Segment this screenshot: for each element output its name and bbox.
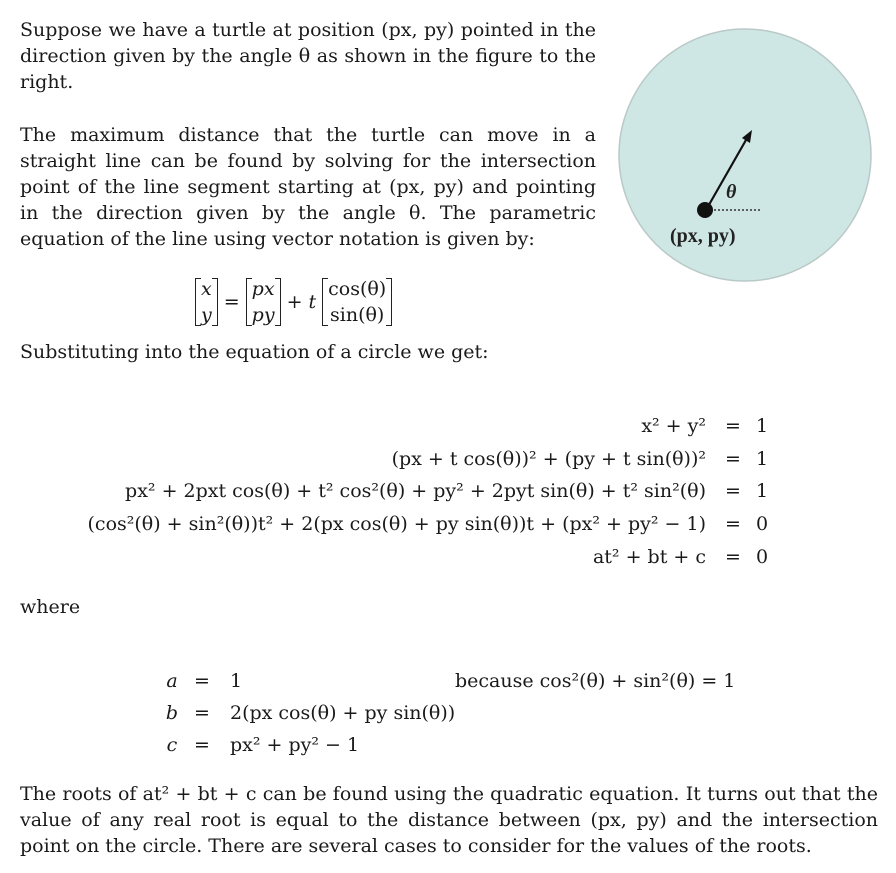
derivation-line bbox=[0, 446, 896, 472]
point-vector bbox=[246, 276, 281, 328]
definition-note: because cos²(θ) + sin²(θ) = 1 bbox=[455, 670, 736, 692]
definition-row bbox=[0, 732, 896, 758]
derivation-rel: = bbox=[725, 513, 741, 535]
derivation-lhs: px² + 2pxt cos(θ) + t² cos²(θ) + py² + 2pyt sin(θ) + t² sin²(θ) bbox=[125, 480, 706, 502]
turtle-diagram bbox=[612, 26, 878, 288]
derivation-lhs: (cos²(θ) + sin²(θ))t² + 2(px cos(θ) + py sin(θ))t + (px² + py² − 1) bbox=[87, 513, 706, 535]
point-px: px bbox=[251, 278, 275, 300]
definition-equals: = bbox=[194, 670, 210, 692]
closing-paragraph: The roots of at² + bt + c can be found using the quadratic equation. It turns out that the value of any real root is equal to the distance between (px, py) and the intersection point on the circle. There are several cases to consider for the values of the roots. bbox=[20, 783, 878, 857]
position-label: (px, py) bbox=[670, 225, 736, 247]
point-py: py bbox=[251, 304, 275, 326]
derivation-rel: = bbox=[725, 415, 741, 437]
where-text: where bbox=[20, 596, 81, 618]
lhs-vector bbox=[195, 276, 218, 328]
turtle-figure bbox=[612, 26, 878, 288]
dir-cos: cos(θ) bbox=[328, 278, 387, 300]
vector-equation bbox=[195, 272, 392, 332]
derivation-rhs: 0 bbox=[756, 513, 769, 535]
derivation-rhs: 0 bbox=[756, 546, 769, 568]
dir-sin: sin(θ) bbox=[330, 304, 385, 326]
definition-row bbox=[0, 700, 896, 726]
derivation-rel: = bbox=[725, 448, 741, 470]
turtle-position-dot bbox=[697, 202, 713, 218]
direction-vector bbox=[322, 276, 392, 328]
derivation-rel: = bbox=[725, 546, 741, 568]
derivation-line bbox=[0, 478, 896, 504]
circle-boundary bbox=[619, 29, 871, 281]
definition-equals: = bbox=[194, 702, 210, 724]
equals-sign: = bbox=[223, 291, 240, 313]
derivation-lhs: (px + t cos(θ))² + (py + t sin(θ))² bbox=[391, 448, 706, 470]
plus-sign: + bbox=[286, 291, 303, 313]
definition-variable: c bbox=[166, 734, 178, 756]
derivation-lhs: x² + y² bbox=[641, 415, 706, 437]
definition-variable: a bbox=[166, 670, 178, 692]
definition-variable: b bbox=[165, 702, 179, 724]
param-t: t bbox=[308, 291, 317, 313]
lhs-y: y bbox=[201, 304, 212, 326]
intro-paragraph-2: The maximum distance that the turtle can move in a straight line can be found by solving for the intersection point of the line segment starting at (px, py) and pointing in the direction given by the angle θ. The parametric equation of the line using vector notation is given by: bbox=[20, 124, 596, 250]
intro-paragraph-1: Suppose we have a turtle at position (px, py) pointed in the direction given by the angle θ as shown in the figure to the right. bbox=[20, 19, 596, 93]
substituting-text: Substituting into the equation of a circle we get: bbox=[20, 341, 489, 363]
definition-row bbox=[0, 668, 896, 694]
derivation-lhs: at² + bt + c bbox=[592, 546, 706, 568]
definition-value: px² + py² − 1 bbox=[230, 734, 360, 756]
definition-value: 1 bbox=[230, 670, 243, 692]
theta-label: θ bbox=[726, 181, 737, 203]
derivation-rel: = bbox=[725, 480, 741, 502]
definition-value: 2(px cos(θ) + py sin(θ)) bbox=[230, 702, 456, 724]
derivation-rhs: 1 bbox=[756, 448, 769, 470]
derivation-line bbox=[0, 544, 896, 570]
derivation-rhs: 1 bbox=[756, 415, 769, 437]
lhs-x: x bbox=[201, 278, 212, 300]
derivation-line bbox=[0, 413, 896, 439]
derivation-rhs: 1 bbox=[756, 480, 769, 502]
definition-equals: = bbox=[194, 734, 210, 756]
derivation-line bbox=[0, 511, 896, 537]
